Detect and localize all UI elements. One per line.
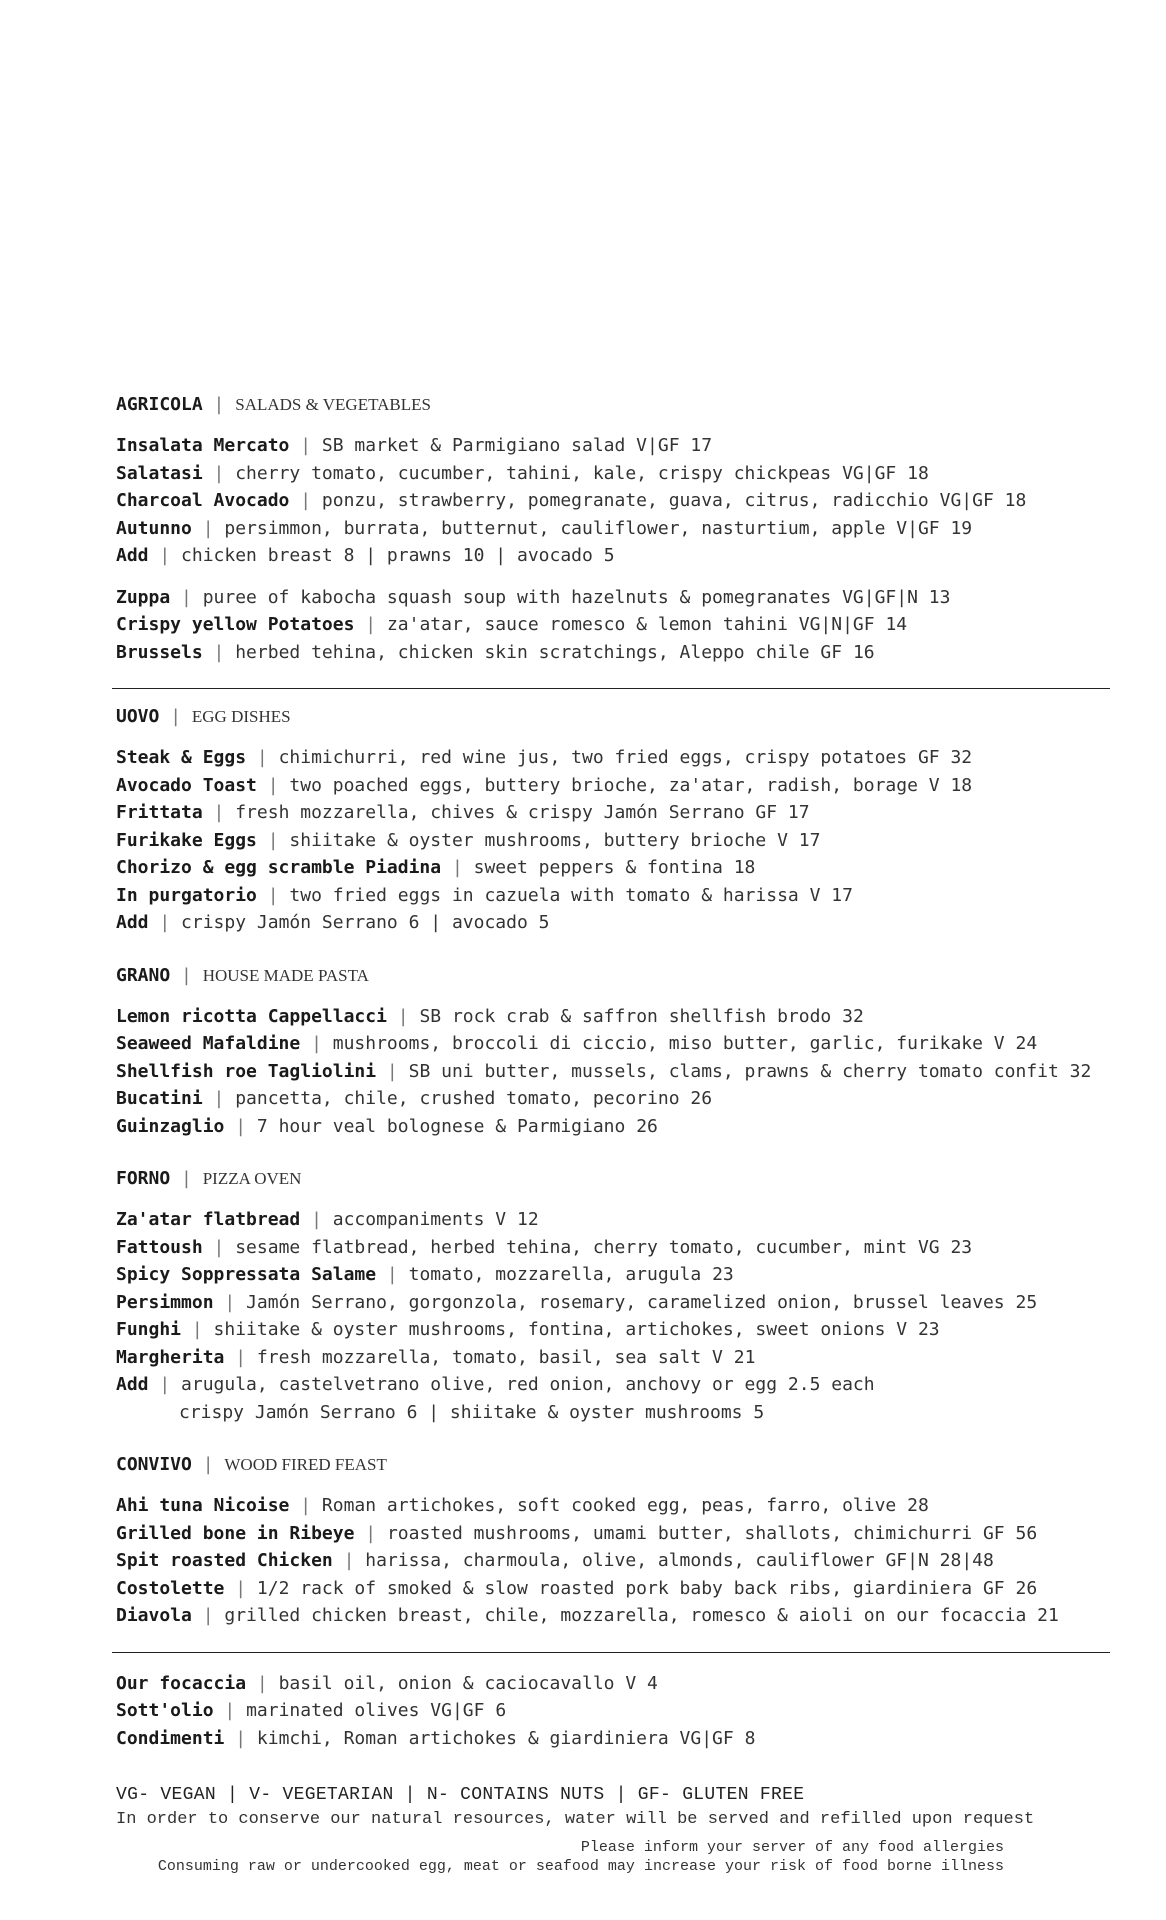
item-price: 8	[744, 1727, 756, 1749]
separator: |	[332, 1550, 366, 1571]
item-name: Shellfish roe Tagliolini	[116, 1060, 377, 1082]
item-name: Charcoal Avocado	[116, 490, 290, 511]
item-description: Jamón Serrano, gorgonzola, rosemary, caramelized onion, brussel leaves	[246, 1291, 1005, 1313]
item-name: Ahi tuna Nicoise	[116, 1495, 290, 1516]
item-price: 6	[495, 1700, 507, 1721]
item-price: 26	[1015, 1577, 1038, 1599]
item-price: 14	[885, 614, 908, 635]
item-description: cherry tomato, cucumber, tahini, kale, crispy chickpeas VG|GF	[235, 462, 897, 484]
item-price: 21	[1037, 1605, 1059, 1626]
item-description: roasted mushrooms, umami butter, shallots, chimichurri GF	[386, 1522, 1005, 1544]
item-name: Za'atar flatbread	[116, 1209, 301, 1230]
separator: |	[224, 1577, 257, 1599]
item-name: Add	[116, 912, 149, 933]
item-name: Add	[116, 545, 149, 566]
item-name: Persimmon	[116, 1291, 214, 1313]
separator: |	[289, 435, 322, 456]
separator: |	[386, 1005, 420, 1027]
menu-item	[116, 909, 1106, 937]
section-title: AGRICOLA	[116, 394, 203, 415]
separator: |	[148, 912, 182, 933]
item-price: 19	[950, 517, 973, 539]
item-description: harissa, charmoula, olive, almonds, cauliflower GF|N	[365, 1550, 929, 1571]
item-description: tomato, mozzarella, arugula	[408, 1264, 702, 1285]
menu-item	[116, 1113, 1106, 1141]
separator: |	[202, 641, 236, 663]
menu-list-forno	[116, 1206, 1106, 1399]
item-description: mushrooms, broccoli di ciccio, miso butter, garlic, furikake V	[332, 1033, 1005, 1054]
section-header-forno	[116, 1166, 1106, 1192]
item-price: 21	[733, 1346, 756, 1368]
menu-item	[116, 772, 1106, 800]
spacer	[116, 666, 1106, 704]
separator: |	[441, 857, 474, 878]
item-description: Roman artichokes, soft cooked egg, peas, farro, olive	[321, 1495, 897, 1516]
item-description: fresh mozzarella, tomato, basil, sea salt V	[256, 1346, 723, 1368]
separator: |	[213, 1291, 247, 1313]
item-price: 23	[917, 1319, 940, 1340]
item-description: crispy Jamón Serrano 6 | shiitake & oyster mushrooms	[179, 1401, 743, 1423]
item-name: Frittata	[116, 802, 203, 823]
menu-item	[116, 460, 1106, 488]
spacer	[116, 570, 1106, 584]
separator: |	[202, 1454, 225, 1475]
item-price: 16	[852, 641, 875, 663]
item-name: Salatasi	[116, 462, 203, 484]
section-subtitle: EGG DISHES	[191, 707, 291, 726]
item-price: 32	[1069, 1060, 1092, 1082]
separator: |	[224, 1727, 257, 1749]
menu-item	[116, 584, 1106, 612]
item-price: 5	[753, 1401, 765, 1423]
menu-item	[116, 827, 1106, 855]
separator: |	[213, 1700, 247, 1721]
section-title: UOVO	[116, 706, 160, 727]
item-price: 17	[690, 435, 713, 456]
separator: |	[170, 706, 192, 727]
menu-item	[116, 1602, 1106, 1630]
item-name: Condimenti	[116, 1727, 225, 1749]
section-divider	[112, 1652, 1110, 1653]
item-name: Avocado Toast	[116, 774, 257, 796]
separator: |	[354, 614, 387, 635]
separator: |	[148, 1374, 182, 1395]
item-price: 56	[1015, 1522, 1038, 1544]
separator: |	[289, 1495, 322, 1516]
menu-list-uovo	[116, 744, 1106, 937]
item-description: arugula, castelvetrano olive, red onion, anchovy or egg	[181, 1374, 778, 1395]
item-price: 4	[647, 1672, 658, 1694]
item-description: sesame flatbread, herbed tehina, cherry tomato, cucumber, mint VG	[235, 1236, 940, 1258]
section-subtitle: PIZZA OVEN	[202, 1169, 302, 1188]
menu-item	[116, 799, 1106, 827]
item-description: grilled chicken breast, chile, mozzarella, romesco & aioli on our focaccia	[224, 1605, 1027, 1626]
item-name: Autunno	[116, 517, 192, 539]
menu-list-agricola-soups	[116, 584, 1106, 667]
item-name: Funghi	[116, 1319, 182, 1340]
separator: |	[202, 1236, 236, 1258]
section-header-grano	[116, 963, 1106, 989]
menu-item	[116, 487, 1106, 515]
item-name: Grilled bone in Ribeye	[116, 1522, 355, 1544]
section-divider	[112, 688, 1110, 689]
item-name: Chorizo & egg scramble Piadina	[116, 857, 442, 878]
item-description: marinated olives VG|GF	[246, 1700, 485, 1721]
item-description: sweet peppers & fontina	[473, 857, 723, 878]
item-name: Margherita	[116, 1346, 225, 1368]
menu-item	[116, 1085, 1106, 1113]
item-price: 23	[950, 1236, 973, 1258]
item-description: two fried eggs in cazuela with tomato & harissa V	[289, 884, 821, 906]
menu-item	[116, 1670, 1106, 1698]
item-price: 18	[950, 774, 973, 796]
menu-list-convivo	[116, 1492, 1106, 1630]
item-description: SB uni butter, mussels, clams, prawns & cherry tomato confit	[408, 1060, 1059, 1082]
item-name: Diavola	[116, 1605, 192, 1626]
water-note: In order to conserve our natural resources, water will be served and refilled upon request	[116, 1810, 1035, 1829]
item-name: Our focaccia	[116, 1672, 247, 1694]
item-description: crispy Jamón Serrano 6 | avocado	[181, 912, 528, 933]
menu-item	[116, 854, 1106, 882]
separator: |	[256, 774, 290, 796]
item-name: Add	[116, 1374, 149, 1395]
item-name: Furikake Eggs	[116, 829, 257, 851]
separator: |	[376, 1264, 409, 1285]
section-subtitle: SALADS & VEGETABLES	[235, 395, 431, 414]
item-name: Spicy Soppressata Salame	[116, 1264, 377, 1285]
section-title: GRANO	[116, 964, 171, 986]
item-name: Crispy yellow Potatoes	[116, 614, 355, 635]
allergy-note: Please inform your server of any food allergies	[580, 1839, 1004, 1856]
item-name: Zuppa	[116, 586, 171, 608]
menu-item	[116, 1520, 1106, 1548]
separator: |	[246, 1672, 279, 1694]
separator: |	[202, 1088, 236, 1109]
menu-item	[116, 542, 1106, 570]
separator: |	[170, 586, 203, 608]
separator: |	[181, 964, 203, 986]
item-description: persimmon, burrata, butternut, cauliflower, nasturtium, apple V|GF	[224, 517, 940, 539]
separator: |	[224, 1346, 257, 1368]
menu-item	[116, 1206, 1106, 1234]
raw-food-warning: Consuming raw or undercooked egg, meat or seafood may increase your risk of food borne illness	[157, 1858, 1004, 1875]
item-price: 17	[787, 802, 810, 823]
separator: |	[148, 545, 182, 566]
separator: |	[202, 462, 236, 484]
item-name: Spit roasted Chicken	[116, 1550, 333, 1571]
separator: |	[256, 884, 290, 906]
menu-item	[116, 1058, 1106, 1086]
item-name: Insalata Mercato	[116, 435, 290, 456]
item-price: 26	[636, 1115, 658, 1137]
separator: |	[376, 1060, 409, 1082]
menu-item	[116, 1575, 1106, 1603]
item-price: 13	[928, 586, 951, 608]
item-description: shiitake & oyster mushrooms, buttery brioche V	[289, 829, 788, 851]
item-price: 28|48	[939, 1550, 994, 1571]
menu-item	[116, 882, 1106, 910]
item-price: 32	[950, 747, 973, 768]
menu-item	[116, 1030, 1106, 1058]
menu-item	[116, 1371, 1106, 1399]
item-name: Fattoush	[116, 1236, 203, 1258]
item-price: 25	[1015, 1291, 1038, 1313]
menu-list-sides	[116, 1670, 1106, 1753]
menu-item	[116, 639, 1106, 667]
separator: |	[191, 517, 225, 539]
section-title: CONVIVO	[116, 1454, 192, 1475]
menu-list-grano	[116, 1003, 1106, 1141]
separator: |	[256, 829, 290, 851]
menu-item	[116, 1725, 1106, 1753]
menu-item	[116, 1697, 1106, 1725]
separator: |	[300, 1033, 333, 1054]
separator: |	[354, 1522, 387, 1544]
item-price: 18	[733, 857, 756, 878]
menu-item	[116, 1003, 1106, 1031]
item-description: chimichurri, red wine jus, two fried eggs, crispy potatoes GF	[278, 747, 940, 768]
item-description: accompaniments V	[332, 1209, 507, 1230]
item-price: 5	[603, 545, 615, 566]
item-price: 18	[907, 462, 929, 484]
item-description: fresh mozzarella, chives & crispy Jamón Serrano GF	[235, 802, 778, 823]
menu-list-agricola	[116, 432, 1106, 570]
dietary-legend: VG- VEGAN | V- VEGETARIAN | N- CONTAINS NUTS | GF- GLUTEN FREE	[116, 1785, 805, 1805]
item-description: SB market & Parmigiano salad V|GF	[321, 435, 680, 456]
separator: |	[181, 1168, 203, 1189]
menu-item	[116, 1316, 1106, 1344]
item-name: Brussels	[116, 641, 203, 663]
item-price: 5	[538, 912, 550, 933]
item-name: Seaweed Mafaldine	[116, 1033, 301, 1054]
item-price: 23	[712, 1264, 734, 1285]
item-description: SB rock crab & saffron shellfish brodo	[419, 1005, 832, 1027]
menu-item	[116, 744, 1106, 772]
item-description: pancetta, chile, crushed tomato, pecorino	[235, 1088, 680, 1109]
spacer	[116, 1426, 1106, 1452]
separator: |	[181, 1319, 214, 1340]
separator: |	[246, 747, 279, 768]
menu-item	[116, 1289, 1106, 1317]
item-price: 17	[798, 829, 821, 851]
spacer	[116, 1140, 1106, 1166]
item-description: 7 hour veal bolognese & Parmigiano	[256, 1115, 626, 1137]
separator: |	[191, 1605, 225, 1626]
separator: |	[213, 394, 236, 415]
separator: |	[202, 802, 236, 823]
menu-item	[116, 1344, 1106, 1372]
item-price: 26	[690, 1088, 713, 1109]
spacer	[116, 937, 1106, 963]
item-name: Steak & Eggs	[116, 747, 247, 768]
menu-item	[116, 1261, 1106, 1289]
menu-item	[116, 611, 1106, 639]
item-price: 18	[1004, 490, 1027, 511]
section-header-agricola	[116, 392, 1106, 418]
section-title: FORNO	[116, 1168, 171, 1189]
item-name: In purgatorio	[116, 884, 257, 906]
item-name: Lemon ricotta Cappellacci	[116, 1005, 387, 1027]
item-description: 1/2 rack of smoked & slow roasted pork baby back ribs, giardiniera GF	[256, 1577, 1005, 1599]
menu-item	[116, 1547, 1106, 1575]
item-price: 2.5 each	[787, 1374, 875, 1395]
menu-item	[116, 1492, 1106, 1520]
item-description: two poached eggs, buttery brioche, za'atar, radish, borage V	[289, 774, 940, 796]
menu-item-add-extra	[116, 1399, 1106, 1427]
item-description: shiitake & oyster mushrooms, fontina, artichokes, sweet onions V	[213, 1319, 908, 1340]
item-price: 28	[907, 1495, 929, 1516]
item-price: 12	[516, 1209, 539, 1230]
menu-item	[116, 1234, 1106, 1262]
item-price: 17	[831, 884, 853, 906]
section-header-uovo	[116, 704, 1106, 730]
item-description: herbed tehina, chicken skin scratchings, Aleppo chile GF	[235, 641, 843, 663]
item-description: kimchi, Roman artichokes & giardiniera VG|GF	[256, 1727, 734, 1749]
menu-item	[116, 515, 1106, 543]
section-subtitle: WOOD FIRED FEAST	[224, 1455, 387, 1474]
item-name: Guinzaglio	[116, 1115, 225, 1137]
separator: |	[300, 1209, 333, 1230]
item-name: Bucatini	[116, 1088, 203, 1109]
item-description: za'atar, sauce romesco & lemon tahini VG|N|GF	[386, 614, 875, 635]
menu-item	[116, 432, 1106, 460]
item-description: basil oil, onion & caciocavallo V	[278, 1672, 637, 1694]
menu-content	[116, 392, 1106, 1832]
item-description: puree of kabocha squash soup with hazelnuts & pomegranates VG|GF|N	[202, 586, 918, 608]
item-description: chicken breast 8 | prawns 10 | avocado	[181, 545, 593, 566]
item-name: Costolette	[116, 1577, 225, 1599]
separator: |	[289, 490, 322, 511]
section-header-convivo	[116, 1452, 1106, 1478]
item-price: 24	[1015, 1033, 1038, 1054]
item-price: 32	[842, 1005, 864, 1027]
separator: |	[224, 1115, 257, 1137]
section-subtitle: HOUSE MADE PASTA	[202, 965, 369, 985]
spacer	[116, 1630, 1106, 1670]
item-description: ponzu, strawberry, pomegranate, guava, citrus, radicchio VG|GF	[321, 490, 994, 511]
item-name: Sott'olio	[116, 1700, 214, 1721]
